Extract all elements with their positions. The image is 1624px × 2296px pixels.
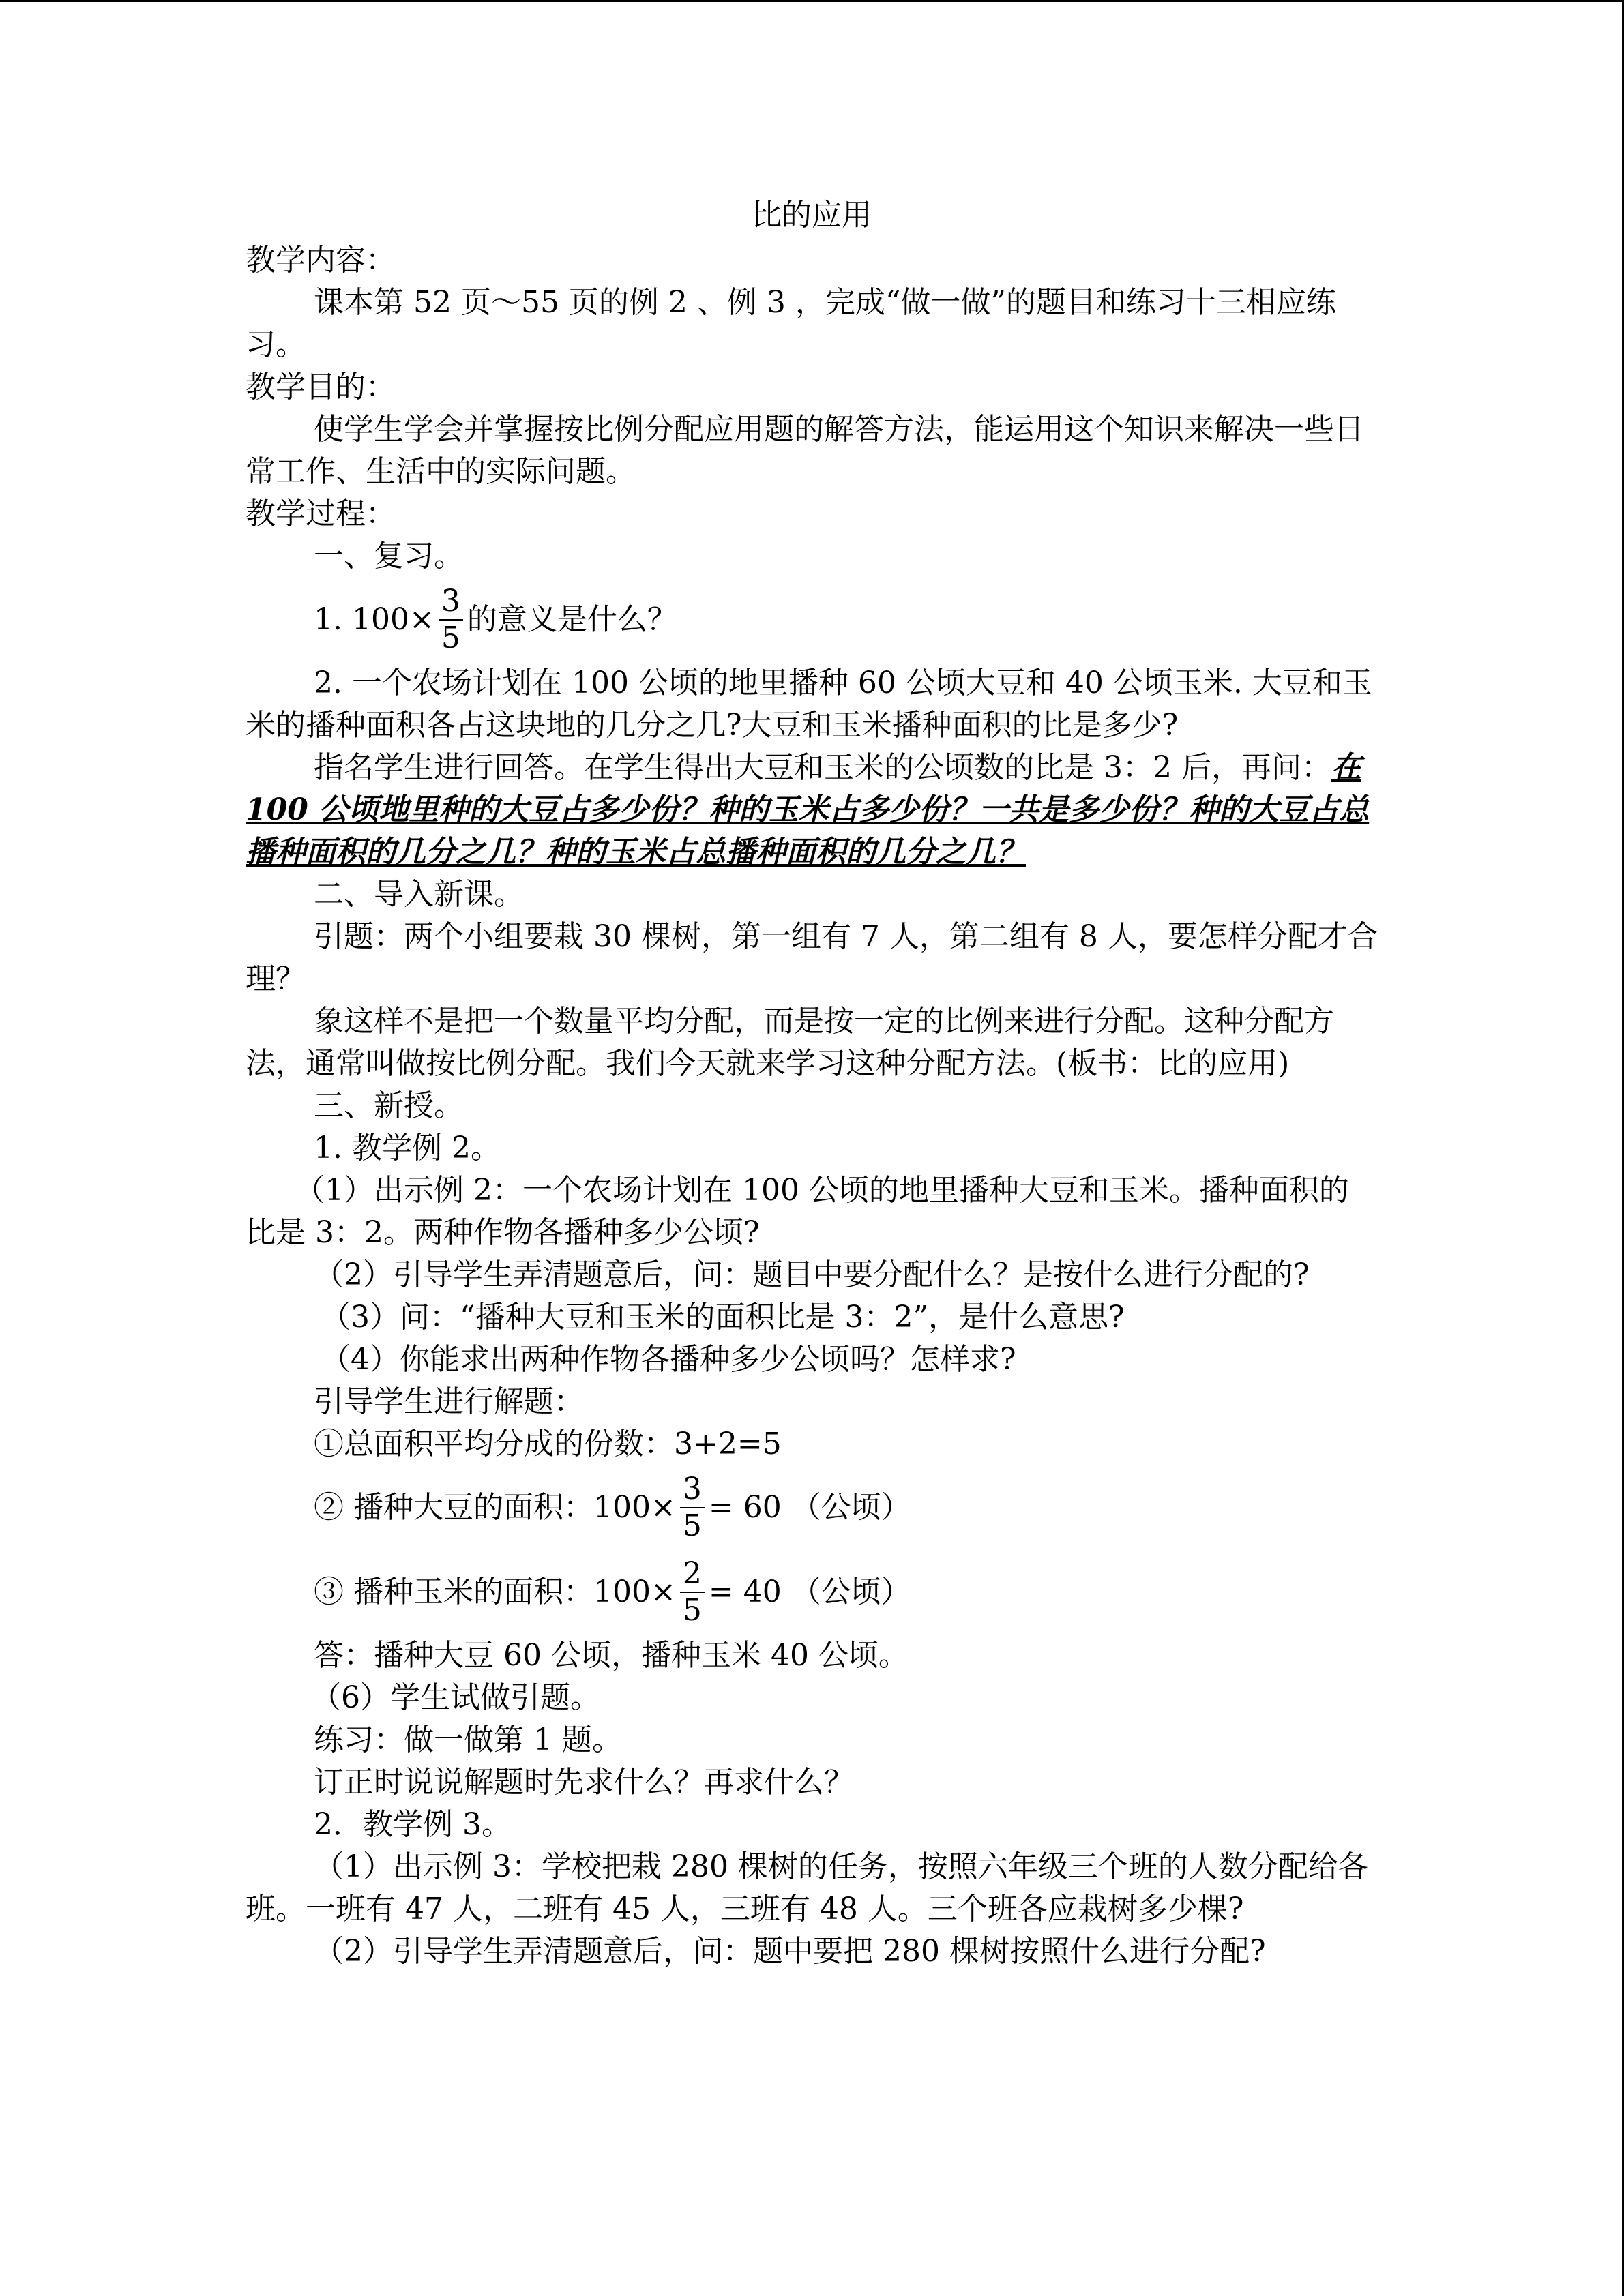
document-body xyxy=(246,194,1378,1973)
step3-denominator: 5 xyxy=(682,1593,702,1628)
review-answer xyxy=(246,747,1378,874)
solution-step-1: ①总面积平均分成的份数：3+2=5 xyxy=(314,1427,782,1461)
content-text: 课本第 52 页～55 页的例 2 、例 3 ，完成“做一做”的题目和练习十三相应练习。 xyxy=(246,285,1336,362)
step3-prefix: ③ 播种玉米的面积：100× xyxy=(314,1575,676,1609)
step2-denominator: 5 xyxy=(682,1508,702,1543)
review-answer-lead: 指名学生进行回答。在学生得出大豆和玉米的公顷数的比是 3：2 后，再问： xyxy=(314,750,1331,785)
q1-denominator: 5 xyxy=(441,621,460,655)
step2-suffix: = 60 （公顷） xyxy=(708,1490,911,1525)
review-question-1 xyxy=(246,578,1378,662)
content-heading: 教学内容： xyxy=(246,243,396,278)
example-2-step-4: （4）你能求出两种作物各播种多少公顷吗？怎样求? xyxy=(321,1342,1016,1377)
example-2-step-3: （3）问：“播种大豆和玉米的面积比是 3：2”，是什么意思? xyxy=(321,1300,1125,1335)
review-heading: 一、复习。 xyxy=(314,539,464,573)
q1-numerator: 3 xyxy=(439,584,463,621)
q1-prefix: 1. 100× xyxy=(314,602,434,637)
example-2-step-1: （1）出示例 2：一个农场计划在 100 公顷的地里播种大豆和玉米。播种面积的比是 3：2。两种作物各播种多少公顷? xyxy=(246,1173,1349,1250)
document-title: 比的应用 xyxy=(752,198,872,233)
intro-paragraph-1: 引题：两个小组要栽 30 棵树，第一组有 7 人，第二组有 8 人，要怎样分配才合理？ xyxy=(246,919,1378,996)
intro-paragraph-2: 象这样不是把一个数量平均分配，而是按一定的比例来进行分配。这种分配方法，通常叫做按比例分配。我们今天就来学习这种分配方法。(板书：比的应用) xyxy=(246,1004,1334,1081)
solution-step-2 xyxy=(246,1465,1378,1550)
step2-fraction xyxy=(680,1472,705,1544)
goal-text: 使学生学会并掌握按比例分配应用题的解答方法，能运用这个知识来解决一些日常工作、生活中的实际问题。 xyxy=(246,412,1364,489)
guide-text: 引导学生进行解题： xyxy=(314,1384,584,1419)
example-2-step-2: （2）引导学生弄清题意后，问：题目中要分配什么？是按什么进行分配的? xyxy=(314,1257,1310,1292)
new-heading: 三、新授。 xyxy=(314,1088,464,1123)
step3-fraction xyxy=(680,1556,705,1628)
step2-prefix: ② 播种大豆的面积：100× xyxy=(314,1490,676,1525)
example-3-heading: 2．教学例 3。 xyxy=(314,1807,512,1842)
q1-suffix: 的意义是什么？ xyxy=(467,602,677,637)
example-2-heading: 1. 教学例 2。 xyxy=(314,1131,501,1165)
step3-numerator: 2 xyxy=(680,1556,705,1593)
practice-text: 练习：做一做第 1 题。 xyxy=(314,1723,622,1757)
example-2-step-6: （6）学生试做引题。 xyxy=(311,1680,600,1715)
correction-text: 订正时说说解题时先求什么？再求什么？ xyxy=(314,1765,854,1800)
step2-numerator: 3 xyxy=(680,1472,705,1508)
review-answer-emphasis: 在 100 公顷地里种的大豆占多少份？种的玉米占多少份？一共是多少份？种的大豆占总播种面积的几分之几？种的玉米占总播种面积的几分之几？ xyxy=(246,750,1370,869)
intro-heading: 二、导入新课。 xyxy=(314,877,524,912)
q1-fraction xyxy=(439,584,463,656)
goal-heading: 教学目的： xyxy=(246,370,396,404)
solution-step-3 xyxy=(246,1550,1378,1635)
solution-answer: 答：播种大豆 60 公顷，播种玉米 40 公顷。 xyxy=(314,1638,909,1673)
process-heading: 教学过程： xyxy=(246,496,396,531)
example-3-step-2: （2）引导学生弄清题意后，问：题中要把 280 棵树按照什么进行分配? xyxy=(314,1934,1266,1969)
review-question-2: 2. 一个农场计划在 100 公顷的地里播种 60 公顷大豆和 40 公顷玉米. 大豆和玉米的播种面积各占这块地的几分之几?大豆和玉米播种面积的比是多少? xyxy=(246,666,1372,743)
example-3-step-1: （1）出示例 3：学校把栽 280 棵树的任务，按照六年级三个班的人数分配给各班。一班有 47 人，二班有 45 人，三班有 48 人。三个班各应栽树多少棵? xyxy=(246,1849,1368,1926)
step3-suffix: = 40 （公顷） xyxy=(708,1575,911,1609)
